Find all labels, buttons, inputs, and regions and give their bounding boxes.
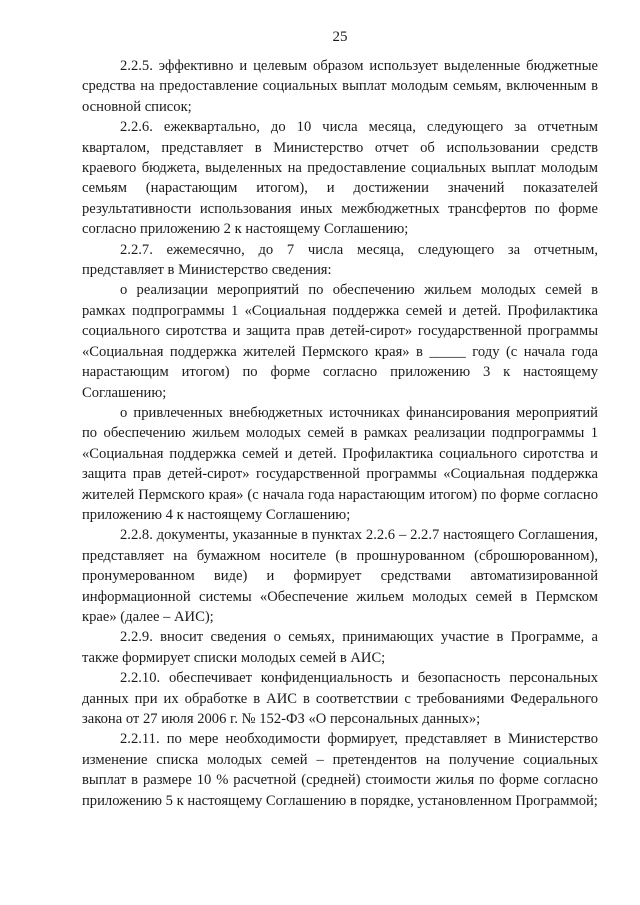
page-number: 25 [332,29,348,45]
document-page [82,28,598,811]
clause-2-2-11: 2.2.11. по мере необходимости формирует, представляет в Министерство изменение списка молодых семей – претендентов на получение социальных выплат в размере 10 % расчетной (средней) стоимости жилья по форме согласно приложению 5 к настоящему Соглашению в порядке, установленном Программой; [82,731,598,809]
clause-2-2-8: 2.2.8. документы, указанные в пунктах 2.2.6 – 2.2.7 настоящего Соглашения, представляет на бумажном носителе (в прошнурованном (сброшюрованном), пронумерованном виде) и формирует средствами автоматизированной информационной системы «Обеспечение жильем молодых семей в Пермском крае» (далее – АИС); [82,527,598,625]
clause-2-2-5: 2.2.5. эффективно и целевым образом использует выделенные бюджетные средства на предоставление социальных выплат молодым семьям, включенным в основной список; [82,58,598,115]
clause-2-2-9: 2.2.9. вносит сведения о семьях, принимающих участие в Программе, а также формирует списки молодых семей в АИС; [82,629,598,666]
clause-2-2-6: 2.2.6. ежеквартально, до 10 числа месяца, следующего за отчетным кварталом, представляет в Министерство отчет об использовании средств краевого бюджета, выделенных на предоставление социальных выплат молодым семьям (нарастающим итогом), и достижении значений показателей результативности использования иных межбюджетных трансфертов по форме согласно приложению 2 к настоящему Соглашению; [82,119,598,238]
clause-2-2-7: 2.2.7. ежемесячно, до 7 числа месяца, следующего за отчетным, представляет в Министерство сведения: [82,241,598,279]
clause-2-2-7-item-mероприятия: о реализации мероприятий по обеспечению жильем молодых семей в рамках подпрограммы 1 «Социальная поддержка семей и детей. Профилактика социального сиротства и защита прав детей-сирот» государственной программы «Социальная поддержка жителей Пермского края» в _____ году (с начала года нарастающим итогом) по форме согласно приложению 3 к настоящему Соглашению; [82,282,598,401]
clause-2-2-7-item-vnebudzhet: о привлеченных внебюджетных источниках финансирования мероприятий по обеспечению жильем молодых семей в рамках реализации подпрограммы 1 «Социальная поддержка семей и детей. Профилактика социального сиротства и защита прав детей-сирот» государственной программы «Социальная поддержка жителей Пермского края» (с начала года нарастающим итогом) по форме согласно приложению 4 к настоящему Соглашению; [82,404,598,523]
clause-2-2-10: 2.2.10. обеспечивает конфиденциальность и безопасность персональных данных при их обработке в АИС в соответствии с требованиями Федерального закона от 27 июля 2006 г. № 152-ФЗ «О персональных данных»; [82,670,598,727]
